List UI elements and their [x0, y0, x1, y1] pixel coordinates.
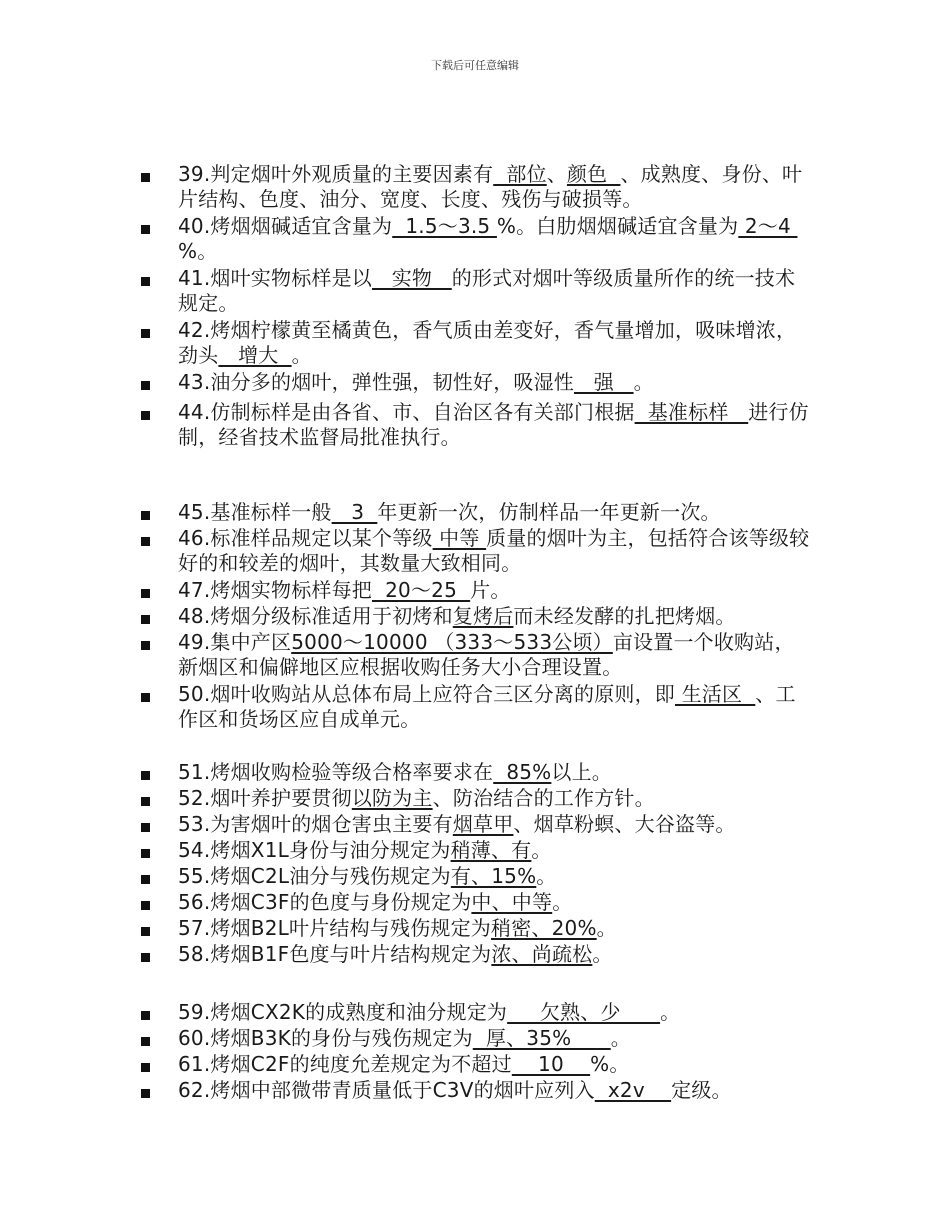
page-header: 下载后可任意编辑 [431, 59, 519, 72]
bullet-icon [141, 329, 150, 338]
bullet-icon [141, 849, 150, 858]
bullet-icon [141, 173, 150, 182]
question-text: 。 [660, 1000, 681, 1024]
bullet-icon [141, 1089, 150, 1098]
bullet-icon [141, 823, 150, 832]
answer-text: 有、15% [450, 864, 537, 888]
list-item-text [178, 864, 810, 889]
list-item-text [178, 760, 810, 785]
question-text: 42.烤烟柠檬黄至橘黄色，香气质由差变好，香气量增加，吸味增浓，劲头 [178, 318, 797, 367]
question-text: 的形式对烟叶等级质量所作的统一技术规定。 [178, 266, 796, 315]
bullet-icon [141, 225, 150, 234]
question-text: 53.为害烟叶的烟仓害虫主要有 [178, 812, 453, 836]
question-text: 45.基准标样一般 [178, 500, 332, 524]
question-text: 58.烤烟B1F色度与叶片结构规定为 [178, 942, 492, 966]
answer-text: 5000～10000 （333～533公顷） [291, 630, 613, 654]
question-text: 。 [633, 370, 654, 394]
answer-text: 稍密、20% [491, 916, 597, 940]
list-item-text [178, 526, 810, 576]
bullet-icon [141, 875, 150, 884]
list-item-text [178, 578, 810, 603]
list-item-text [178, 916, 810, 941]
bullet-icon [141, 1011, 150, 1020]
list-item-text [178, 682, 810, 732]
question-text: 51.烤烟收购检验等级合格率要求在 [178, 760, 494, 784]
bullet-icon [141, 615, 150, 624]
question-text: 47.烤烟实物标样每把 [178, 578, 373, 602]
bullet-icon [141, 641, 150, 650]
question-text: 年更新一次，仿制样品一年更新一次。 [377, 500, 721, 524]
answer-text: 3 [331, 500, 378, 524]
bullet-icon [141, 797, 150, 806]
question-text: 、烟草粉螟、大谷盗等。 [513, 812, 736, 836]
question-text: 50.烟叶收购站从总体布局上应符合三区分离的原则，即 [178, 682, 676, 706]
list-item-text [178, 838, 810, 863]
bullet-icon [141, 1063, 150, 1072]
list-item-text [178, 786, 810, 811]
question-text: 46.标准样品规定以某个等级 [178, 526, 433, 550]
list-item-text [178, 630, 810, 680]
bullet-icon [141, 511, 150, 520]
answer-text: 生活区 [675, 682, 756, 706]
bullet-icon [141, 381, 150, 390]
question-text: 48.烤烟分级标准适用于初烤和 [178, 604, 453, 628]
question-text: 。 [596, 916, 617, 940]
list-item-text [178, 1000, 810, 1025]
answer-text: 增大 [218, 343, 292, 367]
bullet-icon [141, 953, 150, 962]
answer-text: 烟草甲 [452, 812, 514, 836]
question-text: 54.烤烟X1L身份与油分规定为 [178, 838, 451, 862]
question-text: 。 [291, 343, 312, 367]
question-text: 61.烤烟C2F的纯度允差规定为不超过 [178, 1052, 512, 1076]
question-text: 62.烤烟中部微带青质量低于C3V的烟叶应列入 [178, 1078, 595, 1102]
question-text: 、工作区和货场区应自成单元。 [178, 682, 796, 731]
question-text: %。 [178, 239, 218, 263]
list-item-text [178, 1078, 810, 1103]
list-item-text [178, 1026, 810, 1051]
list-item-text [178, 318, 810, 368]
question-text: 。 [592, 942, 613, 966]
list-item-text [178, 812, 810, 837]
answer-text: 中等 [432, 526, 487, 550]
question-text: 。 [536, 864, 557, 888]
question-text: 。 [610, 1026, 631, 1050]
question-text: 57.烤烟B2L叶片结构与残伤规定为 [178, 916, 491, 940]
list-item-text [178, 890, 810, 915]
answer-text: 强 [574, 370, 634, 394]
list-item-text [178, 266, 810, 316]
question-text: 而未经发酵的扎把烤烟。 [513, 604, 736, 628]
answer-text: 厚、35% [472, 1026, 611, 1050]
question-text: 以上。 [551, 760, 612, 784]
answer-text: 85% [493, 760, 552, 784]
answer-text: 稍薄、有 [450, 838, 532, 862]
bullet-icon [141, 771, 150, 780]
list-item-text [178, 1052, 810, 1077]
answer-text: x2v [594, 1078, 672, 1102]
question-text: 52.烟叶养护要贯彻 [178, 786, 352, 810]
bullet-icon [141, 537, 150, 546]
question-text: 进行仿制，经省技术监督局批准执行。 [178, 400, 809, 449]
answer-text: 中、中等 [471, 890, 553, 914]
answer-text: 20～25 [372, 578, 471, 602]
question-text: 59.烤烟CX2K的成熟度和油分规定为 [178, 1000, 508, 1024]
list-item-text [178, 604, 810, 629]
answer-text: 复烤后 [452, 604, 514, 628]
list-item-text [178, 400, 810, 450]
bullet-icon [141, 277, 150, 286]
bullet-icon [141, 927, 150, 936]
answer-text: 欠熟、少 [507, 1000, 661, 1024]
question-text: 亩设置一个收购站，新烟区和偏僻地区应根据收购任务大小合理设置。 [178, 630, 795, 679]
question-text: 39.判定烟叶外观质量的主要因素有 [178, 162, 494, 186]
question-text: 44.仿制标样是由各省、市、自治区各有关部门根据 [178, 400, 635, 424]
bullet-icon [141, 1037, 150, 1046]
question-text: 56.烤烟C3F的色度与身份规定为 [178, 890, 472, 914]
question-text: 49.集中产区 [178, 630, 292, 654]
question-text: %。白肋烟烟碱适宜含量为 [496, 214, 739, 238]
question-text: 质量的烟叶为主，包括符合该等级较好的和较差的烟叶，其数量大致相同。 [178, 526, 810, 575]
answer-text: 实物 [372, 266, 452, 290]
question-text: 。 [552, 890, 573, 914]
question-text: 片。 [470, 578, 511, 602]
question-text: 、防治结合的工作方针。 [432, 786, 655, 810]
question-text: 40.烤烟烟碱适宜含量为 [178, 214, 393, 238]
question-text: 43.油分多的烟叶，弹性强，韧性好，吸湿性 [178, 370, 575, 394]
answer-text: 以防为主 [351, 786, 433, 810]
question-text: 定级。 [671, 1078, 732, 1102]
bullet-icon [141, 589, 150, 598]
list-item-text [178, 370, 810, 395]
answer-text: 部位 [493, 162, 547, 186]
list-item-text [178, 162, 810, 212]
answer-text: 10 [511, 1052, 591, 1076]
question-text: 41.烟叶实物标样是以 [178, 266, 373, 290]
question-text: 60.烤烟B3K的身份与残伤规定为 [178, 1026, 473, 1050]
list-item-text [178, 942, 810, 967]
question-text: 。 [531, 838, 552, 862]
question-text: 、 [546, 162, 567, 186]
answer-text: 颜色 [566, 162, 621, 186]
bullet-icon [141, 901, 150, 910]
answer-text: 浓、尚疏松 [491, 942, 593, 966]
answer-text: 2～4 [738, 214, 798, 238]
question-text: %。 [590, 1052, 630, 1076]
question-text: 55.烤烟C2L油分与残伤规定为 [178, 864, 451, 888]
list-item-text [178, 214, 810, 264]
bullet-icon [141, 411, 150, 420]
bullet-icon [141, 693, 150, 702]
list-item-text [178, 500, 810, 525]
answer-text: 1.5～3.5 [392, 214, 497, 238]
question-text: 、成熟度、身份、叶片结构、色度、油分、宽度、长度、残伤与破损等。 [178, 162, 803, 211]
answer-text: 基准标样 [634, 400, 749, 424]
